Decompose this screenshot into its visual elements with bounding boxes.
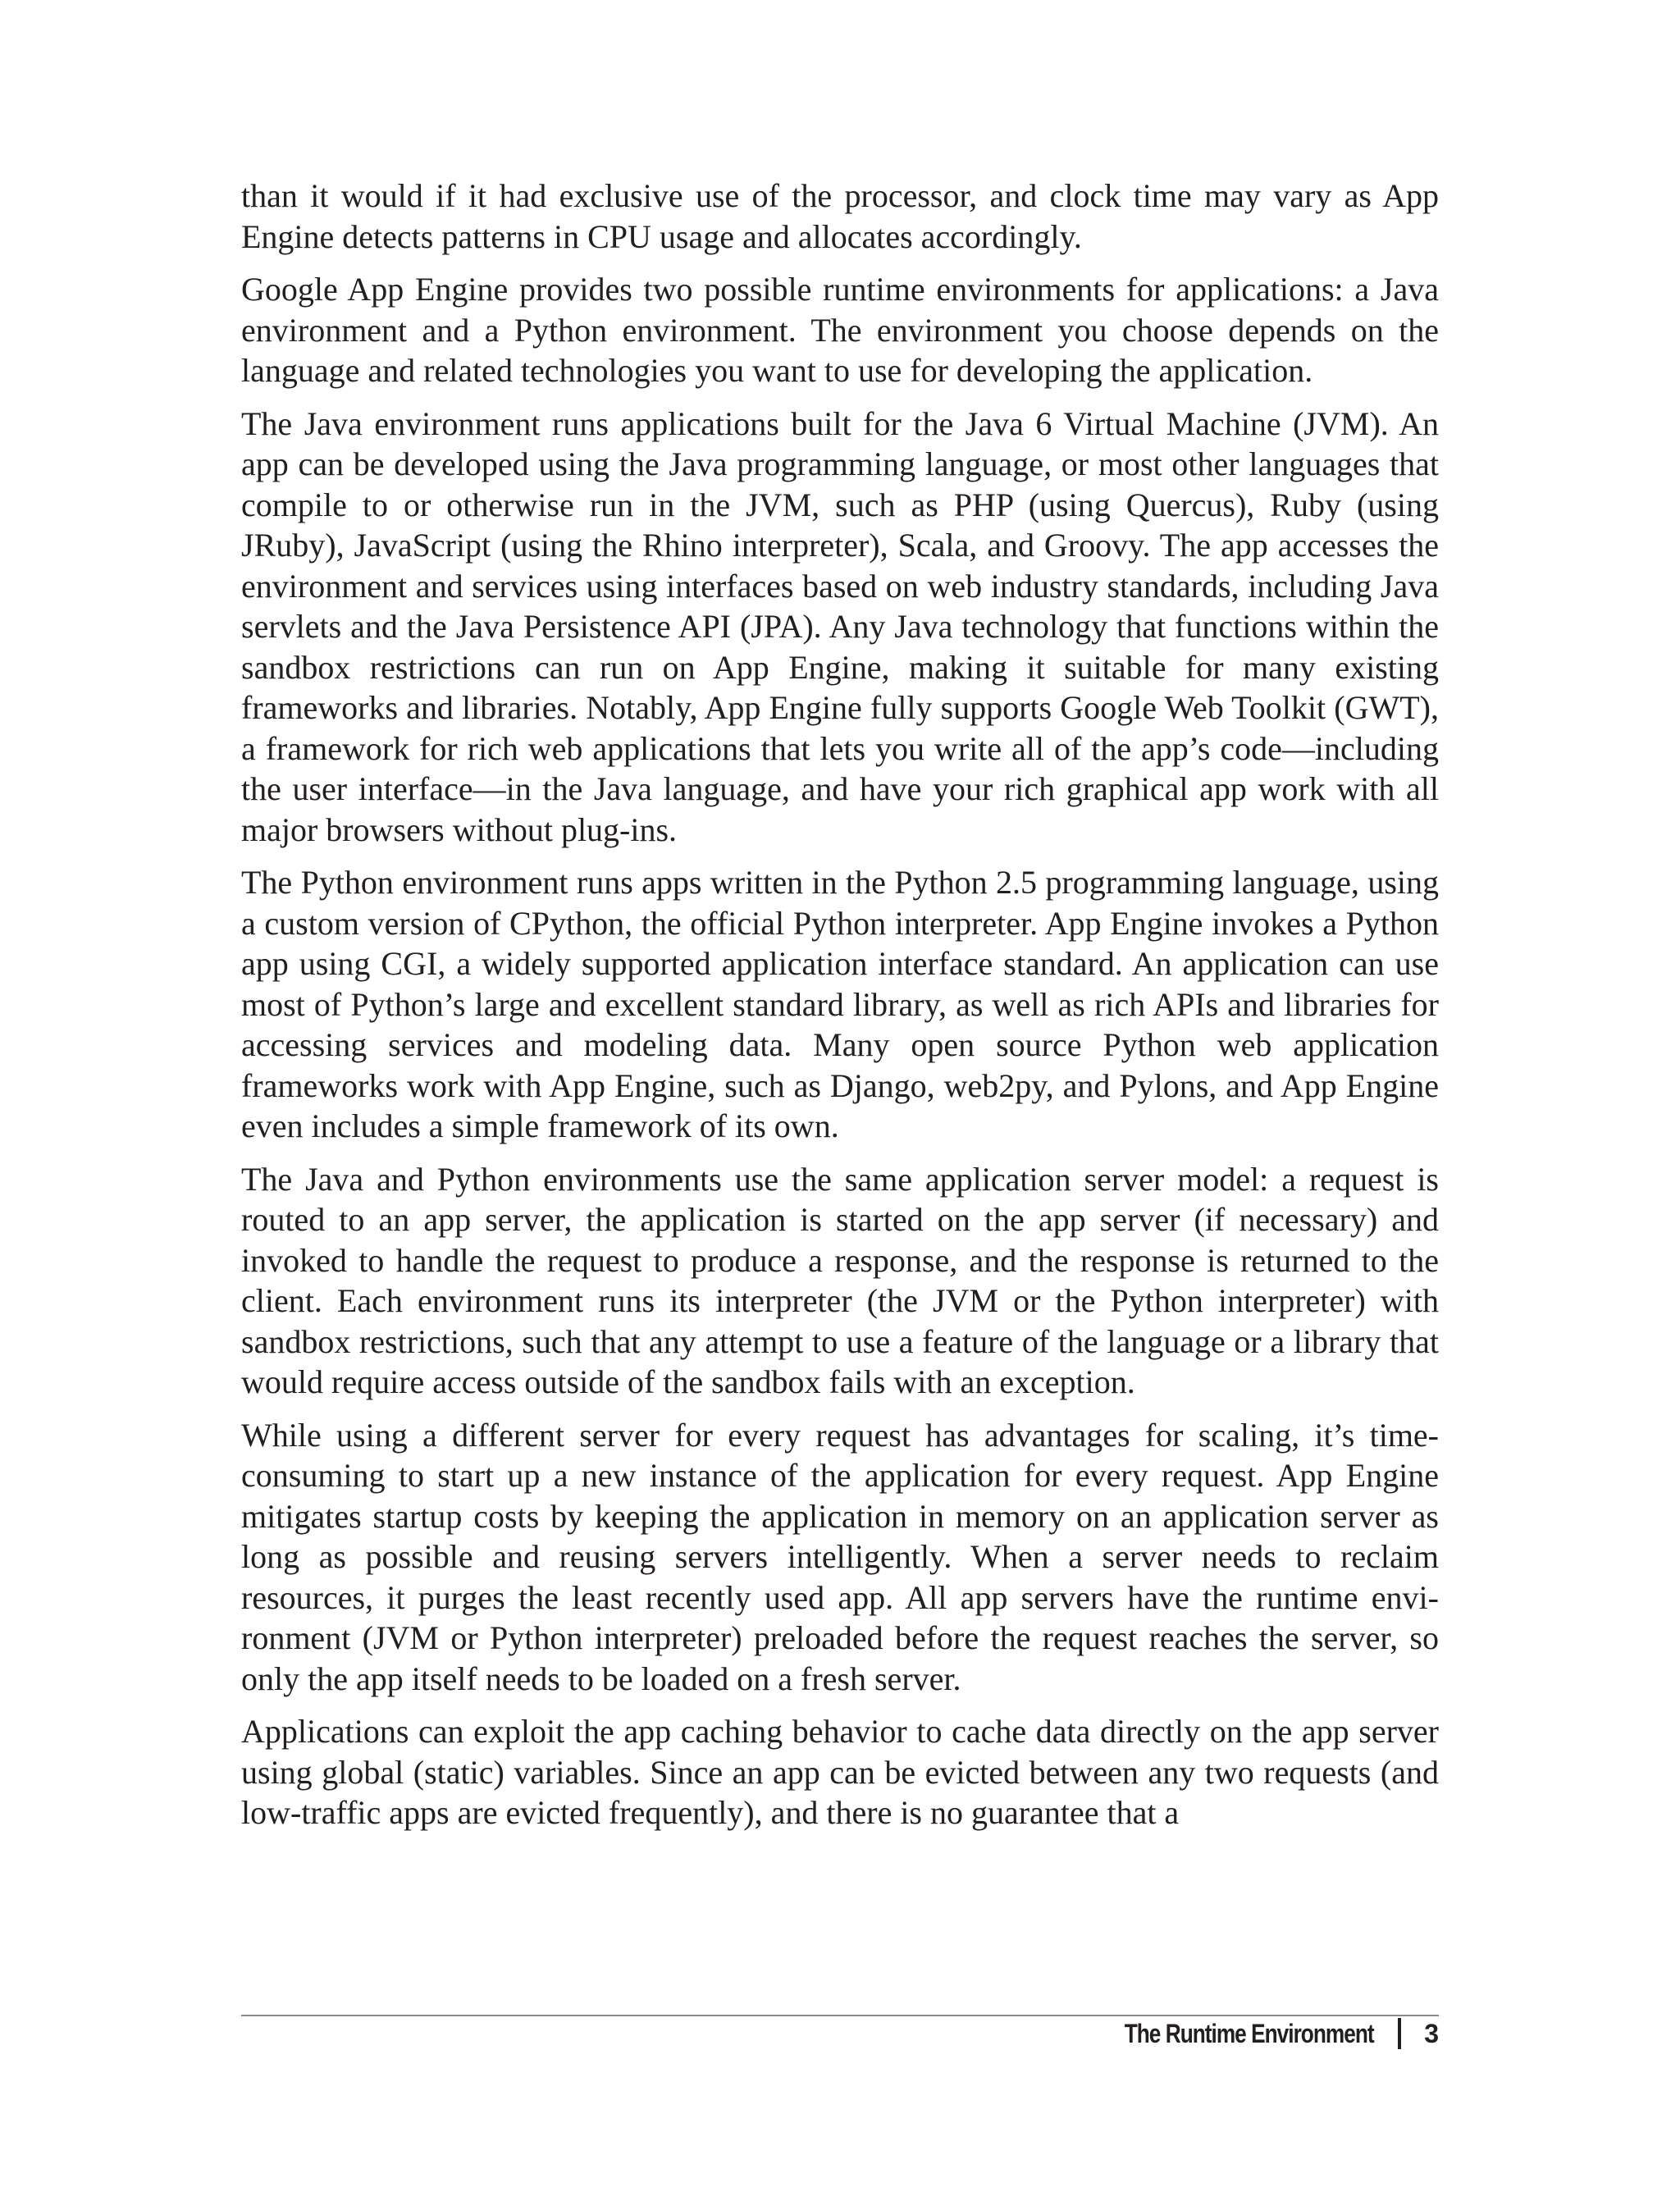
footer-separator <box>1398 2018 1401 2049</box>
body-text <box>241 176 1439 1846</box>
paragraph-3: The Java environment runs applications built for the Java 6 Virtual Machine (JVM). An app can be developed using the Java programming language, or most other languages that compile to or otherwise run in the JVM, such as PHP (using Quercus), Ruby (using JRuby), JavaScript (using the Rhino interpreter), Scala, and Groovy. The app accesses the environment and services using interfaces based on web industry standards, including Java servlets and the Java Persistence API (JPA). Any Java technology that functions within the sandbox restrictions can run on App Engine, making it suitable for many existing frameworks and libraries. Notably, App Engine fully supports Google Web Toolkit (GWT), a framework for rich web applications that lets you write all of the app’s code—including the user interface—in the Java language, and have your rich graphical app work with all major browsers without plug-ins. <box>241 404 1439 848</box>
paragraph-4: The Python environment runs apps written in the Python 2.5 programming language, using a custom version of CPython, the official Python interpreter. App Engine invokes a Python app using CGI, a widely supported application interface standard. An application can use most of Python’s large and excellent standard library, as well as rich APIs and libraries for accessing services and modeling data. Many open source Python web application frameworks work with App Engine, such as Django, web2py, and Pylons, and App Engine even includes a simple framework of its own. <box>241 864 1439 1144</box>
paragraph-1: than it would if it had exclusive use of the processor, and clock time may vary as App Engine detects patterns in CPU usage and allocates accordingly. <box>241 177 1439 255</box>
paragraph-6: While using a different server for every request has advantages for scaling, it’s time-consuming to start up a new instance of the application for every request. App Engine mitigates startup costs by keeping the application in memory on an application server as long as possible and reusing servers intelligently. When a server needs to reclaim resources, it purges the least recently used app. All app servers have the runtime environment (JVM or Python interpreter) preloaded before the request reaches the server, so only the app itself needs to be loaded on a fresh server. <box>241 1416 1439 1697</box>
paragraph-5: The Java and Python environments use the same application server model: a request is routed to an app server, the application is started on the app server (if necessary) and invoked to handle the request to produce a response, and the response is returned to the client. Each environment runs its interpreter (the JVM or the Python interpreter) with sandbox restrictions, such that any attempt to use a feature of the language or a library that would require access outside of the sandbox fails with an exception. <box>241 1160 1439 1400</box>
paragraph-2: Google App Engine provides two possible runtime environments for applications: a Java environment and a Python environment. The environment you choose depends on the language and related technologies you want to use for developing the application. <box>241 271 1439 389</box>
running-footer <box>1070 2018 1439 2049</box>
footer-section-title: The Runtime Environment <box>1124 2018 1374 2048</box>
footer-divider-line <box>241 2015 1439 2016</box>
paragraph-7: Applications can exploit the app caching behavior to cache data directly on the app server using global (static) variables. Since an app can be evicted between any two requests (and low-traffic apps are evicted frequently), and there is no guarantee that a <box>241 1713 1439 1831</box>
page-number: 3 <box>1424 2018 1439 2048</box>
